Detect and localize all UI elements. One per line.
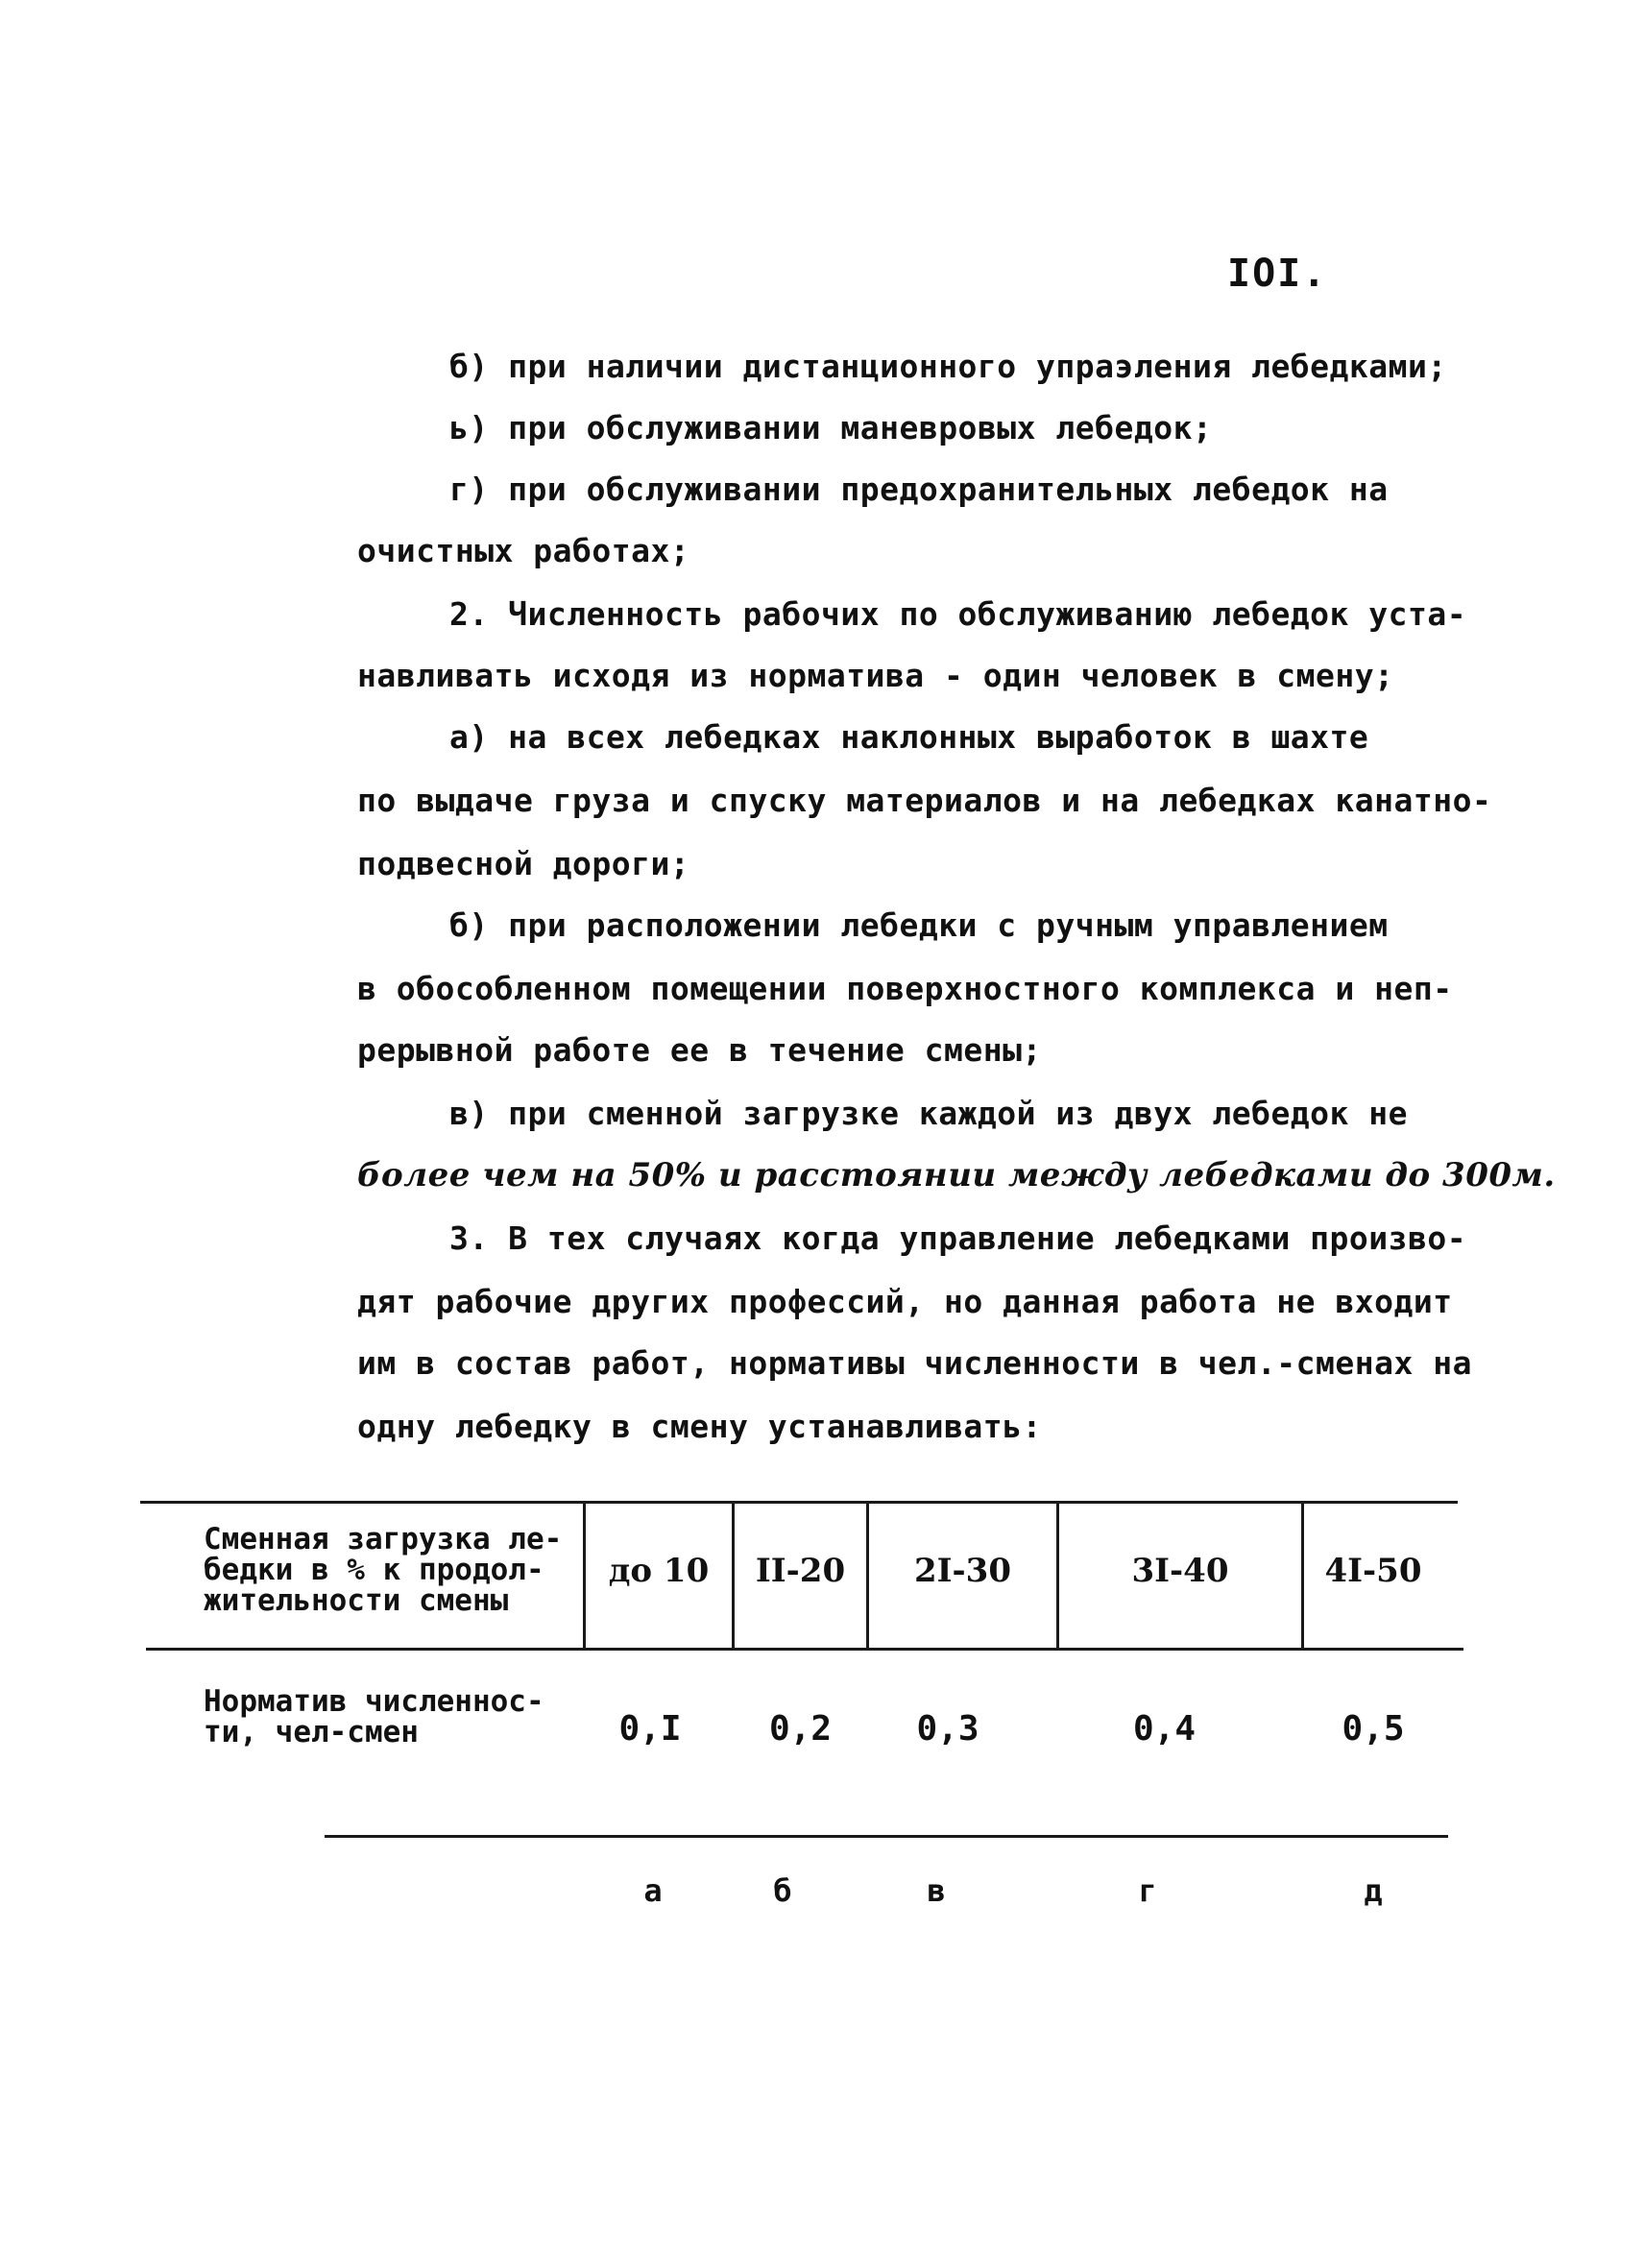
text-line: одну лебедку в смену устанавливать: [357,1408,1042,1445]
column-letter: в [927,1872,946,1909]
norm-value: 0,3 [916,1709,979,1749]
text-line: в обособленном помещении поверхностного комплекса и неп- [357,970,1453,1007]
text-line: б) при расположении лебедки с ручным управлением [449,906,1389,944]
column-divider [1056,1501,1059,1650]
table-top-rule [140,1501,1458,1504]
norm-value: 0,2 [768,1709,833,1749]
text-line: г) при обслуживании предохранительных лебедок на [449,470,1389,508]
header-label-line: Сменная загрузка ле- [204,1522,563,1556]
column-divider [732,1501,735,1650]
norm-value: 0,5 [1342,1709,1405,1749]
header-label [204,1524,562,1616]
text-line: б) при наличии дистанционного упраэления лебедками; [449,348,1447,385]
text-line: навливать исходя из норматива - один человек в смену; [357,657,1394,694]
text-line: 3. В тех случаях когда управление лебедками произво- [449,1219,1467,1257]
text-line: подвесной дороги; [357,845,690,882]
text-line: в) при сменной загрузке каждой из двух лебедок не [449,1095,1409,1132]
column-letter: б [773,1872,792,1909]
text-line: а) на всех лебедках наклонных выработок в шахте [449,718,1369,756]
header-label-line: жительности смены [204,1583,509,1618]
row-label-line: ти, чел-смен [204,1715,419,1749]
row-label [204,1686,544,1748]
text-line: дят рабочие других профессий, но данная работа не входит [357,1283,1453,1320]
column-letter: г [1138,1872,1157,1909]
norm-value: 0,I [618,1709,682,1749]
norm-value: 0,4 [1132,1709,1197,1749]
header-label-line: бедки в % к продол- [204,1553,544,1587]
table-header-rule [146,1648,1463,1651]
text-line: по выдаче груза и спуску материалов и на лебедках канатно- [357,782,1492,819]
page-number: IOI. [1227,252,1328,296]
text-line: рерывной работе ее в течение смены; [357,1031,1042,1069]
range-header: 4I-50 [1324,1552,1422,1590]
row-label-line: Норматив численнос- [204,1684,544,1719]
column-divider [866,1501,869,1650]
column-divider [583,1501,586,1650]
text-line: более чем на 50% и расстоянии между лебедками до 300м. [357,1156,1556,1194]
text-line: ь) при обслуживании маневровых лебедок; [449,409,1213,446]
text-line: им в состав работ, нормативы численности в чел.-сменах на [357,1344,1472,1382]
column-letter: а [643,1872,663,1909]
range-header: 2I-30 [914,1552,1011,1590]
table-bottom-rule [325,1835,1448,1838]
range-header: до 10 [608,1552,710,1590]
range-header: 3I-40 [1131,1552,1229,1590]
range-header: II-20 [755,1552,846,1590]
column-letter: д [1364,1872,1383,1909]
text-line: очистных работах; [357,532,690,569]
column-divider [1301,1501,1304,1650]
text-line: 2. Численность рабочих по обслуживанию лебедок уста- [449,595,1467,633]
